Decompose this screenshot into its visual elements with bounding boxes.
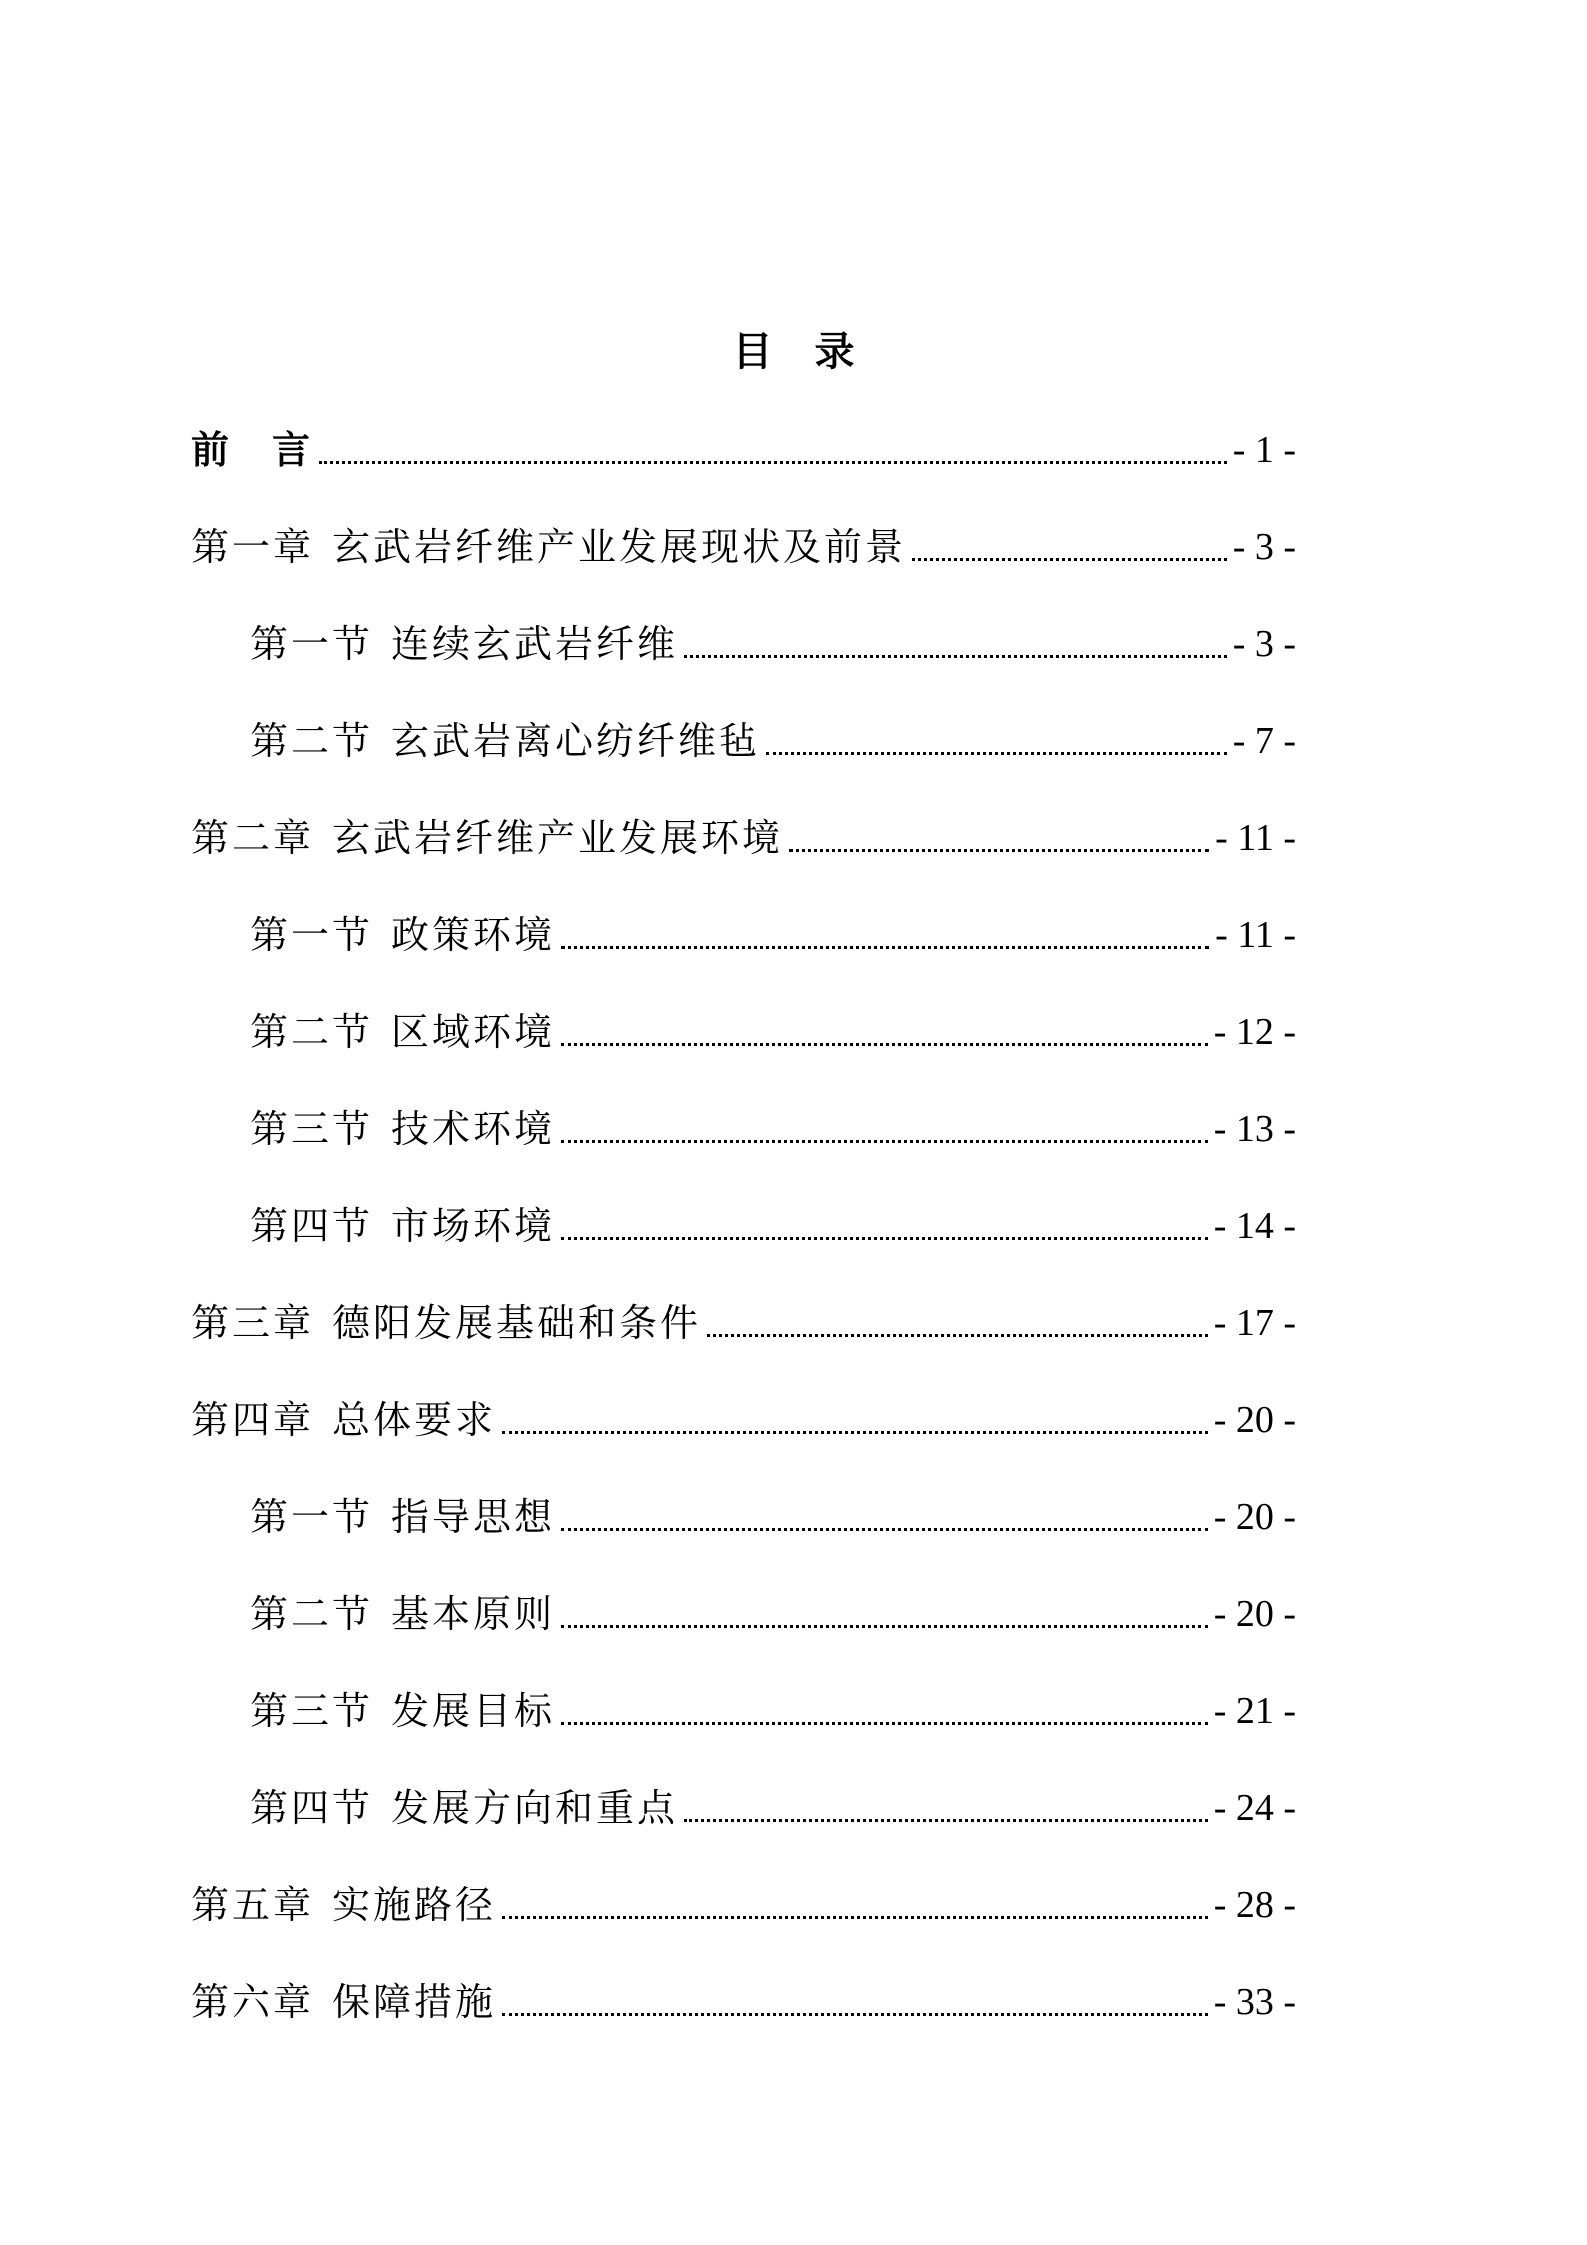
dot-leader [561, 1625, 1208, 1628]
dot-leader [766, 752, 1227, 755]
toc-page-number: - 17 - [1213, 1302, 1296, 1344]
toc-page-number: - 14 - [1213, 1205, 1296, 1247]
toc-entry-label: 第二章 玄武岩纤维产业发展环境 [191, 816, 784, 860]
dot-leader [502, 2013, 1208, 2016]
toc-entry-section-1-1[interactable] [250, 614, 1296, 674]
toc-entry-chapter-2[interactable] [191, 808, 1296, 868]
toc-entry-label: 第三节 发展目标 [250, 1689, 556, 1733]
toc-entry-chapter-6[interactable] [191, 1972, 1296, 2032]
toc-page-number: - 3 - [1232, 623, 1296, 665]
toc-entry-label: 第二节 区域环境 [250, 1010, 556, 1054]
toc-page-number: - 20 - [1213, 1496, 1296, 1538]
toc-page-number: - 21 - [1213, 1690, 1296, 1732]
toc-page-number: - 20 - [1213, 1399, 1296, 1441]
dot-leader [684, 655, 1227, 658]
dot-leader [561, 1528, 1208, 1531]
toc-entry-label: 第四节 发展方向和重点 [250, 1786, 679, 1830]
toc-page-number: - 7 - [1232, 720, 1296, 762]
toc-entry-label: 第五章 实施路径 [191, 1883, 497, 1927]
title-char-2: 录 [814, 328, 855, 375]
dot-leader [561, 1140, 1208, 1143]
dot-leader [912, 558, 1227, 561]
toc-entry-label: 第四节 市场环境 [250, 1204, 556, 1248]
toc-entry-section-2-4[interactable] [250, 1196, 1296, 1256]
toc-entry-label: 第四章 总体要求 [191, 1398, 497, 1442]
dot-leader [707, 1334, 1208, 1337]
toc-entry-section-2-1[interactable] [250, 905, 1296, 965]
toc-entry-chapter-4[interactable] [191, 1390, 1296, 1450]
dot-leader [561, 1043, 1208, 1046]
toc-entry-label: 第三节 技术环境 [250, 1107, 556, 1151]
dot-leader [561, 1237, 1208, 1240]
page-title [0, 322, 1587, 382]
toc-entry-section-4-2[interactable] [250, 1584, 1296, 1644]
toc-page-number: - 11 - [1215, 914, 1296, 956]
toc-page-number: - 11 - [1215, 817, 1296, 859]
dot-leader [319, 461, 1227, 464]
toc-page-number: - 20 - [1213, 1593, 1296, 1635]
dot-leader [789, 849, 1209, 852]
toc-entry-label: 第二节 基本原则 [250, 1592, 556, 1636]
toc-entry-label: 第一节 指导思想 [250, 1495, 556, 1539]
toc-page-number: - 13 - [1213, 1108, 1296, 1150]
toc-entry-chapter-3[interactable] [191, 1293, 1296, 1353]
toc-entry-section-1-2[interactable] [250, 711, 1296, 771]
dot-leader [502, 1916, 1208, 1919]
toc-entry-section-2-2[interactable] [250, 1002, 1296, 1062]
toc-page-number: - 24 - [1213, 1787, 1296, 1829]
dot-leader [684, 1819, 1208, 1822]
dot-leader [561, 946, 1209, 949]
toc-entry-label: 第一章 玄武岩纤维产业发展现状及前景 [191, 525, 907, 569]
toc-entry-preface[interactable] [191, 420, 1296, 480]
toc-entry-section-4-1[interactable] [250, 1487, 1296, 1547]
title-char-1: 目 [732, 328, 773, 375]
toc-entry-chapter-1[interactable] [191, 517, 1296, 577]
toc-entry-section-4-3[interactable] [250, 1681, 1296, 1741]
toc-page-number: - 3 - [1232, 526, 1296, 568]
toc-page-number: - 12 - [1213, 1011, 1296, 1053]
toc-page-number: - 1 - [1232, 429, 1296, 471]
toc-entry-section-4-4[interactable] [250, 1778, 1296, 1838]
dot-leader [502, 1431, 1208, 1434]
toc-entry-label: 第一节 政策环境 [250, 913, 556, 957]
toc-entry-chapter-5[interactable] [191, 1875, 1296, 1935]
toc-page-number: - 33 - [1213, 1981, 1296, 2023]
toc-page-number: - 28 - [1213, 1884, 1296, 1926]
toc-entry-label: 第三章 德阳发展基础和条件 [191, 1301, 702, 1345]
dot-leader [561, 1722, 1208, 1725]
toc-entry-section-2-3[interactable] [250, 1099, 1296, 1159]
toc-entry-label: 前 言 [191, 427, 314, 472]
toc-entry-label: 第一节 连续玄武岩纤维 [250, 622, 679, 666]
toc-entry-label: 第二节 玄武岩离心纺纤维毡 [250, 719, 761, 763]
toc-entry-label: 第六章 保障措施 [191, 1980, 497, 2024]
